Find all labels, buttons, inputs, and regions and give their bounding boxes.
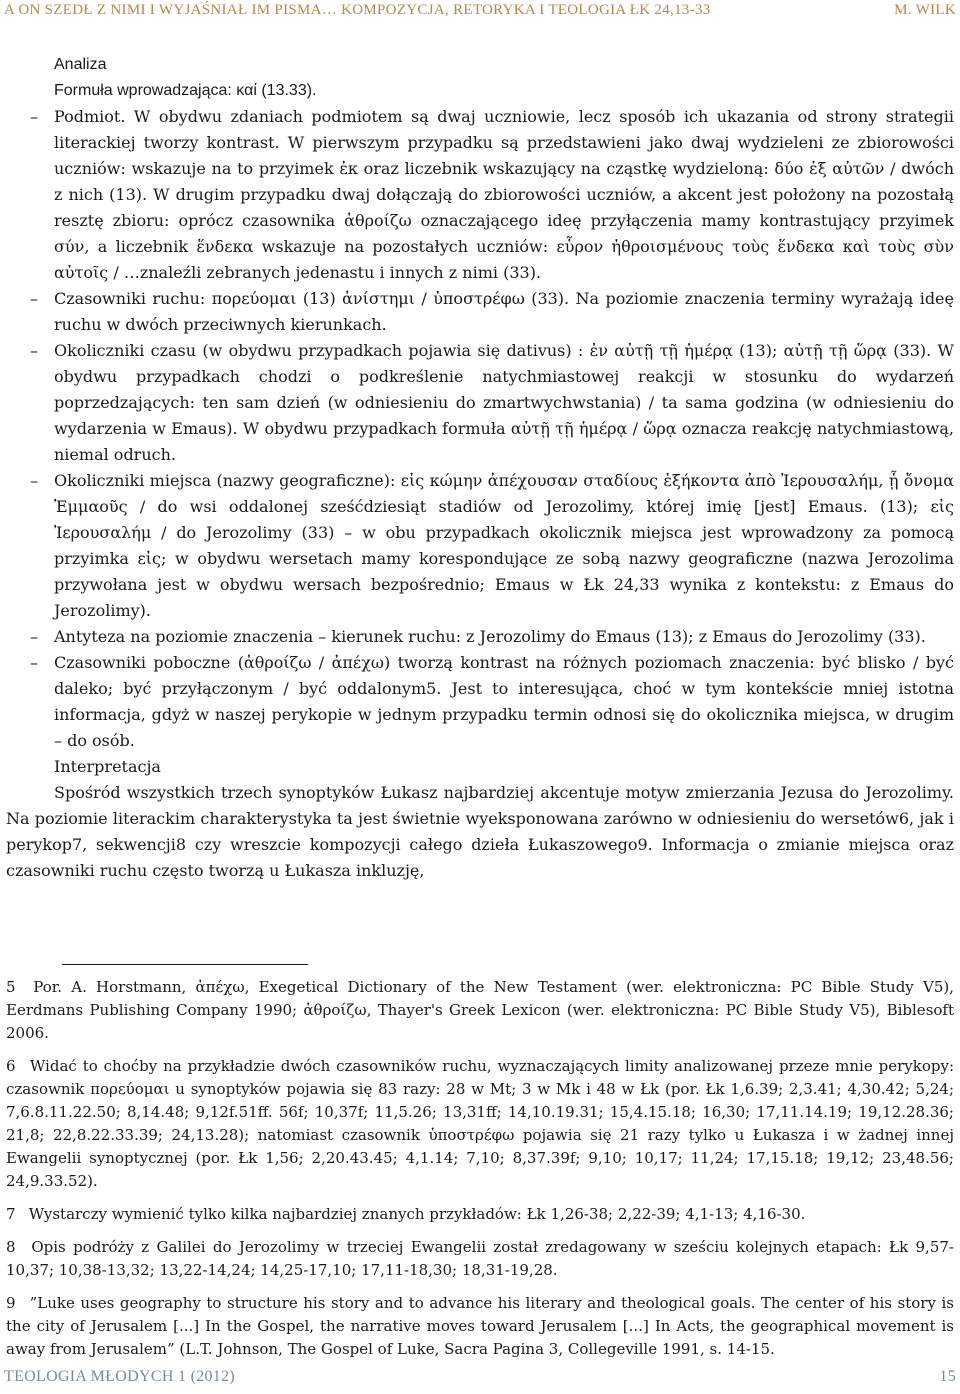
list-item-text: Podmiot. W obydwu zdaniach podmiotem są dwaj uczniowie, lecz sposób ich ukazania od strony strategii literackiej tworzy kontrast. W pierwszym przypadku są przedstawieni jako dwaj wydzieleni ze zbiorowości uczniów: wskazuje na to przyimek ἐκ oraz liczebnik wskazujący na cząstkę wydzieloną: δύο ἐξ αὐτῶν / dwóch z nich (13). W drugim przypadku dwaj dołączają do zbiorowości uczniów, a akcent jest położony na pozostałą resztę zbioru: oprócz czasownika ἀθροίζω oznaczającego ideę przyłączenia mamy kontrastujący przyimek σύν, a liczebnik ἕνδεκα wskazuje na pozostałych uczniów: εὗρον ἠθροισμένους τοὺς ἕνδεκα καὶ τοὺς σὺν αὐτοῖς / …znaleźli zebranych jedenastu i innych z nimi (33). bbox=[54, 107, 954, 282]
header-author: M. WILK bbox=[894, 2, 956, 18]
footnote-text: ”Luke uses geography to structure his story and to advance his literary and theological goals. The center of his story is the city of Jerusalem [...] In the Gospel, the narrative moves toward Jerusalem [...] In Acts, the geographical movement is away from Jerusalem” (L.T. Johnson, The Gospel of Luke, Sacra Pagina 3, Collegeville 1991, s. 14-15. bbox=[6, 1294, 954, 1358]
dash-bullet: – bbox=[30, 471, 38, 490]
list-item bbox=[6, 104, 954, 286]
page-number: 15 bbox=[939, 1368, 956, 1385]
footnote bbox=[6, 1203, 954, 1226]
intro-formula: Formuła wprowadzająca: καί (13.33). bbox=[54, 82, 317, 99]
main-text bbox=[6, 52, 954, 884]
list-item-text: Okoliczniki czasu (w obydwu przypadkach pojawia się dativus) : ἐν αὐτῇ τῇ ἡμέρᾳ (13); αὐτῇ τῇ ὥρᾳ (33). W obydwu przypadkach chodzi o podkreślenie natychmiastowej reakcji w stosunku do wydarzeń poprzedzających: ten sam dzień (w odniesieniu do zmartwychwstania) / ta sama godzina (w odniesieniu do wydarzenia w Emaus). W obydwu przypadkach formuła αὐτῇ τῇ ἡμέρᾳ / ὥρᾳ oznacza reakcję natychmiastową, niemal odruch. bbox=[54, 341, 954, 464]
footnote-number: 6 bbox=[6, 1057, 16, 1075]
journal-name: TEOLOGIA MŁODYCH 1 (2012) bbox=[4, 1368, 236, 1385]
footnote bbox=[6, 1236, 954, 1282]
footnote-text: Opis podróży z Galilei do Jerozolimy w trzeciej Ewangelii został zredagowany w sześciu kolejnych etapach: Łk 9,57-10,37; 10,38-13,32; 13,22-14,24; 14,25-17,10; 17,11-18,30; 18,31-19,28. bbox=[6, 1238, 954, 1279]
list-item bbox=[6, 650, 954, 754]
footnote-number: 8 bbox=[6, 1238, 16, 1256]
footnote-text: Widać to choćby na przykładzie dwóch czasowników ruchu, wyznaczających limity analizowanej przeze mnie perykopy: czasownik πορεύομαι u synoptyków pojawia się 83 razy: 28 w Mt; 3 w Mk i 48 w Łk (por. Łk 1,6.39; 2,3.41; 4,30.42; 5,24; 7,6.8.11.22.50; 8,14.48; 9,12f.51ff. 56f; 10,37f; 11,5.26; 13,31ff; 14,10.19.31; 15,4.15.18; 16,30; 17,11.14.19; 19,12.28.36; 21,8; 22,8.22.33.39; 24,13.28); natomiast czasownik ὑποστρέφω pojawia się 21 razy tylko u Łukasza i w żadnej innej Ewangelii synoptycznej (por. Łk 1,56; 2,20.43.45; 4,1.14; 7,10; 8,37.39f; 9,10; 10,17; 11,24; 17,15.18; 19,12; 23,48.56; 24,9.33.52). bbox=[6, 1057, 954, 1190]
dash-bullet: – bbox=[30, 627, 38, 646]
list-item-text: Antyteza na poziomie znaczenia – kierunek ruchu: z Jerozolimy do Emaus (13); z Emaus do Jerozolimy (33). bbox=[54, 627, 926, 646]
footnote-number: 9 bbox=[6, 1294, 16, 1312]
dash-bullet: – bbox=[30, 653, 38, 672]
running-footer bbox=[0, 1366, 960, 1394]
footnote-number: 5 bbox=[6, 978, 16, 996]
list-item bbox=[6, 338, 954, 468]
section-heading-analiza: Analiza bbox=[54, 56, 107, 73]
dash-bullet: – bbox=[30, 107, 38, 126]
list-item bbox=[6, 624, 954, 650]
footnote-text: Wystarczy wymienić tylko kilka najbardziej znanych przykładów: Łk 1,26-38; 2,22-39; 4,1-13; 4,16-30. bbox=[28, 1205, 806, 1223]
list-item bbox=[6, 468, 954, 624]
footnote bbox=[6, 976, 954, 1045]
footnote-text: Por. A. Horstmann, ἀπέχω, Exegetical Dictionary of the New Testament (wer. elektroniczna: PC Bible Study V5), Eerdmans Publishing Company 1990; ἀθροίζω, Thayer's Greek Lexicon (wer. elektroniczna: PC Bible Study V5), Biblesoft 2006. bbox=[6, 978, 954, 1042]
section-heading-interpretacja: Interpretacja bbox=[54, 757, 161, 776]
running-header bbox=[0, 0, 960, 20]
list-item-text: Czasowniki poboczne (ἀθροίζω / ἀπέχω) tworzą kontrast na różnych poziomach znaczenia: być blisko / być daleko; być przyłączonym / być oddalonym5. Jest to interesująca, choć w tym kontekście mniej istotna informacja, gdyż w naszej perykopie w jednym przypadku termin odnosi się do okolicznika miejsca, w drugim – do osób. bbox=[54, 653, 954, 750]
footnote-separator bbox=[62, 964, 308, 965]
list-item-text: Okoliczniki miejsca (nazwy geograficzne): εἰς κώμην ἀπέχουσαν σταδίους ἑξήκοντα ἀπὸ Ἰερουσαλήμ, ᾗ ὄνομα Ἐμμαοῦς / do wsi oddalonej sześćdziesiąt stadiów od Jerozolimy, której imię [jest] Emaus. (13); εἰς Ἰερουσαλήμ / do Jerozolimy (33) – w obu przypadkach okolicznik miejsca jest wprowadzony za pomocą przyimka εἰς; w obydwu wersetach mamy korespondujące ze sobą nazwy geograficzne (nazwa Jerozolima przywołana jest w obydwu wersach bezpośrednio; Emaus w Łk 24,33 wynika z kontekstu: z Emaus do Jerozolimy). bbox=[54, 471, 954, 620]
dash-bullet: – bbox=[30, 289, 38, 308]
body-paragraph: Spośród wszystkich trzech synoptyków Łukasz najbardziej akcentuje motyw zmierzania Jezusa do Jerozolimy. Na poziomie literackim charakterystyka ta jest świetnie wyeksponowana zarówno w odniesieniu do wersetów6, jak i perykop7, sekwencji8 czy wreszcie kompozycji całego dzieła Łukaszowego9. Informacja o zmianie miejsca oraz czasowniki ruchu często tworzą u Łukasza inkluzję, bbox=[6, 783, 954, 880]
header-title: A ON SZEDŁ Z NIMI I WYJAŚNIAŁ IM PISMA… KOMPOZYCJA, RETORYKA I TEOLOGIA ŁK 24,13-33 bbox=[4, 2, 711, 18]
list-item-text: Czasowniki ruchu: πορεύομαι (13) ἀνίστημι / ὑποστρέφω (33). Na poziomie znaczenia terminy wyrażają ideę ruchu w dwóch przeciwnych kierunkach. bbox=[54, 289, 954, 334]
dash-bullet: – bbox=[30, 341, 38, 360]
footnote bbox=[6, 1292, 954, 1361]
footnote bbox=[6, 1055, 954, 1193]
list-item bbox=[6, 286, 954, 338]
footnote-number: 7 bbox=[6, 1205, 16, 1223]
footnotes bbox=[6, 976, 954, 1371]
